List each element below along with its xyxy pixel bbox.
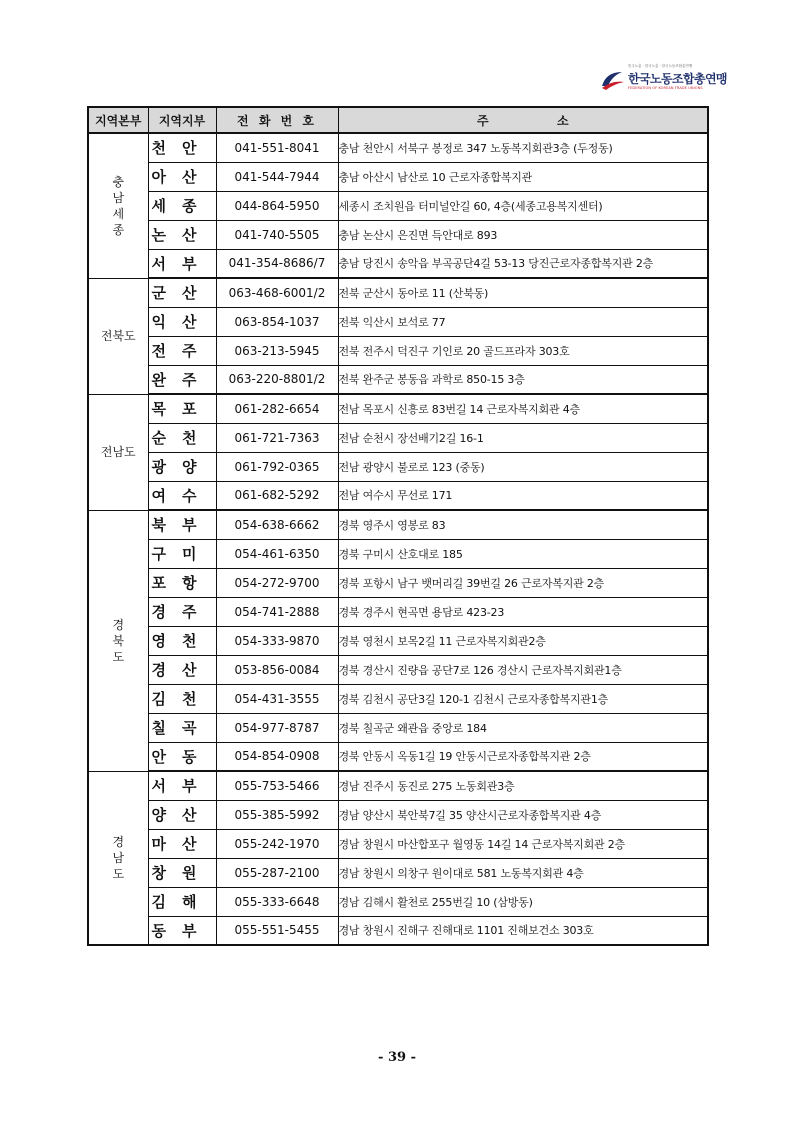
logo-name-korean: 한국노동조합총연맹 (628, 72, 727, 86)
region-cell (88, 510, 148, 771)
branch-name: 경산 (148, 655, 216, 684)
phone-number: 041-551-8041 (216, 133, 338, 162)
branch-name: 목포 (148, 394, 216, 423)
table-row (88, 133, 708, 162)
page-number: - 39 - (378, 1050, 416, 1065)
branch-name: 전주 (148, 336, 216, 365)
region-group (88, 771, 708, 945)
phone-number: 055-287-2100 (216, 858, 338, 887)
branch-name: 김천 (148, 684, 216, 713)
table-row (88, 800, 708, 829)
table-row (88, 916, 708, 945)
region-cell (88, 278, 148, 394)
region-group (88, 510, 708, 771)
branch-name: 광양 (148, 452, 216, 481)
address-text: 충남 천안시 서북구 봉정로 347 노동복지회관3층 (두정동) (338, 133, 708, 162)
address-text: 전북 완주군 봉동읍 과학로 850-15 3층 (338, 365, 708, 394)
branch-name: 천안 (148, 133, 216, 162)
branch-name: 여수 (148, 481, 216, 510)
address-text: 전북 군산시 동아로 11 (산북동) (338, 278, 708, 307)
address-text: 경북 영주시 영봉로 83 (338, 510, 708, 539)
branch-name: 군산 (148, 278, 216, 307)
branch-name: 서부 (148, 771, 216, 800)
branch-name: 세종 (148, 191, 216, 220)
region-group (88, 394, 708, 510)
fktu-emblem-icon (598, 66, 626, 94)
region-cell (88, 394, 148, 510)
address-text: 충남 당진시 송악읍 부곡공단4길 53-13 당진근로자종합복지관 2층 (338, 249, 708, 278)
header-address-part-2: 소 (556, 113, 569, 128)
address-text: 충남 논산시 은진면 득안대로 893 (338, 220, 708, 249)
region-name: 충남세종 (112, 174, 125, 237)
branch-name: 북부 (148, 510, 216, 539)
table-row (88, 365, 708, 394)
table-row (88, 249, 708, 278)
table-row (88, 394, 708, 423)
region-name: 경북도 (112, 617, 125, 664)
table-row (88, 481, 708, 510)
table-row (88, 626, 708, 655)
address-text: 충남 아산시 남산로 10 근로자종합복지관 (338, 162, 708, 191)
phone-number: 061-682-5292 (216, 481, 338, 510)
address-text: 경남 양산시 북안북7길 35 양산시근로자종합복지관 4층 (338, 800, 708, 829)
logo-name-english: FEDERATION OF KOREAN TRADE UNIONS (628, 86, 703, 90)
phone-number: 054-333-9870 (216, 626, 338, 655)
phone-number: 055-242-1970 (216, 829, 338, 858)
regional-branch-table (87, 106, 709, 946)
phone-number: 063-220-8801/2 (216, 365, 338, 394)
branch-name: 완주 (148, 365, 216, 394)
address-text: 세종시 조치원읍 터미널안길 60, 4층(세종고용복지센터) (338, 191, 708, 220)
address-text: 경북 경주시 현곡면 용담로 423-23 (338, 597, 708, 626)
address-text: 경남 창원시 마산합포구 월영동 14길 14 근로자복지회관 2층 (338, 829, 708, 858)
branch-name: 서부 (148, 249, 216, 278)
phone-number: 054-854-0908 (216, 742, 338, 771)
region-cell (88, 133, 148, 278)
address-text: 경북 김천시 공단3길 120-1 김천시 근로자종합복지관1층 (338, 684, 708, 713)
phone-number: 041-740-5505 (216, 220, 338, 249)
branch-name: 포항 (148, 568, 216, 597)
phone-number: 055-385-5992 (216, 800, 338, 829)
region-name: 전남도 (100, 445, 136, 459)
phone-number: 063-854-1037 (216, 307, 338, 336)
table-row (88, 597, 708, 626)
address-text: 경북 안동시 옥동1길 19 안동시근로자종합복지관 2층 (338, 742, 708, 771)
phone-number: 054-431-3555 (216, 684, 338, 713)
branch-name: 영천 (148, 626, 216, 655)
header-branch: 지역지부 (148, 107, 216, 133)
phone-number: 063-213-5945 (216, 336, 338, 365)
address-text: 경북 구미시 산호대로 185 (338, 539, 708, 568)
table-header (88, 107, 708, 133)
table-row (88, 655, 708, 684)
branch-name: 순천 (148, 423, 216, 452)
address-text: 경남 김해시 활천로 255번길 10 (삼방동) (338, 887, 708, 916)
address-text: 경남 진주시 동진로 275 노동회관3층 (338, 771, 708, 800)
phone-number: 061-282-6654 (216, 394, 338, 423)
table-row (88, 336, 708, 365)
address-text: 전남 광양시 불로로 123 (중동) (338, 452, 708, 481)
region-name: 전북도 (100, 329, 136, 343)
header-address (338, 107, 708, 133)
region-group (88, 133, 708, 278)
branch-name: 경주 (148, 597, 216, 626)
phone-number: 054-638-6662 (216, 510, 338, 539)
table-row (88, 162, 708, 191)
phone-number: 054-272-9700 (216, 568, 338, 597)
table-row (88, 568, 708, 597)
logo-tagline: 민주노총 · 한국노총 · 한국노동조합총연맹 (628, 64, 693, 68)
table-row (88, 771, 708, 800)
fktu-logo (598, 60, 727, 96)
branch-name: 양산 (148, 800, 216, 829)
region-cell (88, 771, 148, 945)
phone-number: 063-468-6001/2 (216, 278, 338, 307)
table-row (88, 452, 708, 481)
phone-number: 054-977-8787 (216, 713, 338, 742)
branch-name: 동부 (148, 916, 216, 945)
address-text: 경북 영천시 보목2길 11 근로자복지회관2층 (338, 626, 708, 655)
address-text: 전북 전주시 덕진구 기인로 20 골드프라자 303호 (338, 336, 708, 365)
header-region: 지역본부 (88, 107, 148, 133)
address-text: 전남 여수시 무선로 171 (338, 481, 708, 510)
branch-name: 익산 (148, 307, 216, 336)
header-row (88, 107, 708, 133)
phone-number: 055-333-6648 (216, 887, 338, 916)
table-row (88, 278, 708, 307)
phone-number: 061-792-0365 (216, 452, 338, 481)
phone-number: 054-741-2888 (216, 597, 338, 626)
address-text: 경북 칠곡군 왜관읍 중앙로 184 (338, 713, 708, 742)
table-row (88, 220, 708, 249)
phone-number: 041-544-7944 (216, 162, 338, 191)
branch-name: 안동 (148, 742, 216, 771)
table-row (88, 713, 708, 742)
branch-name: 칠곡 (148, 713, 216, 742)
address-text: 경남 창원시 의창구 원이대로 581 노동복지회관 4층 (338, 858, 708, 887)
address-text: 전남 순천시 장선배기2길 16-1 (338, 423, 708, 452)
branch-name: 논산 (148, 220, 216, 249)
table-row (88, 191, 708, 220)
branch-name: 마산 (148, 829, 216, 858)
address-text: 경남 창원시 진해구 진해대로 1101 진해보건소 303호 (338, 916, 708, 945)
table-row (88, 829, 708, 858)
table-row (88, 742, 708, 771)
phone-number: 041-354-8686/7 (216, 249, 338, 278)
phone-number: 044-864-5950 (216, 191, 338, 220)
region-group (88, 278, 708, 394)
phone-number: 054-461-6350 (216, 539, 338, 568)
table-row (88, 539, 708, 568)
branch-name: 구미 (148, 539, 216, 568)
phone-number: 055-551-5455 (216, 916, 338, 945)
region-name: 경남도 (112, 834, 125, 881)
table-row (88, 510, 708, 539)
table-row (88, 858, 708, 887)
header-phone: 전 화 번 호 (216, 107, 338, 133)
address-text: 전북 익산시 보석로 77 (338, 307, 708, 336)
branch-name: 아산 (148, 162, 216, 191)
branch-name: 창원 (148, 858, 216, 887)
address-text: 경북 경산시 진량읍 공단7로 126 경산시 근로자복지회관1층 (338, 655, 708, 684)
phone-number: 061-721-7363 (216, 423, 338, 452)
address-text: 전남 목포시 신흥로 83번길 14 근로자복지회관 4층 (338, 394, 708, 423)
phone-number: 055-753-5466 (216, 771, 338, 800)
table-row (88, 887, 708, 916)
table-row (88, 423, 708, 452)
table-row (88, 684, 708, 713)
phone-number: 053-856-0084 (216, 655, 338, 684)
address-text: 경북 포항시 남구 뱃머리길 39번길 26 근로자복지관 2층 (338, 568, 708, 597)
table-row (88, 307, 708, 336)
branch-name: 김해 (148, 887, 216, 916)
header-address-part-1: 주 (476, 113, 489, 128)
